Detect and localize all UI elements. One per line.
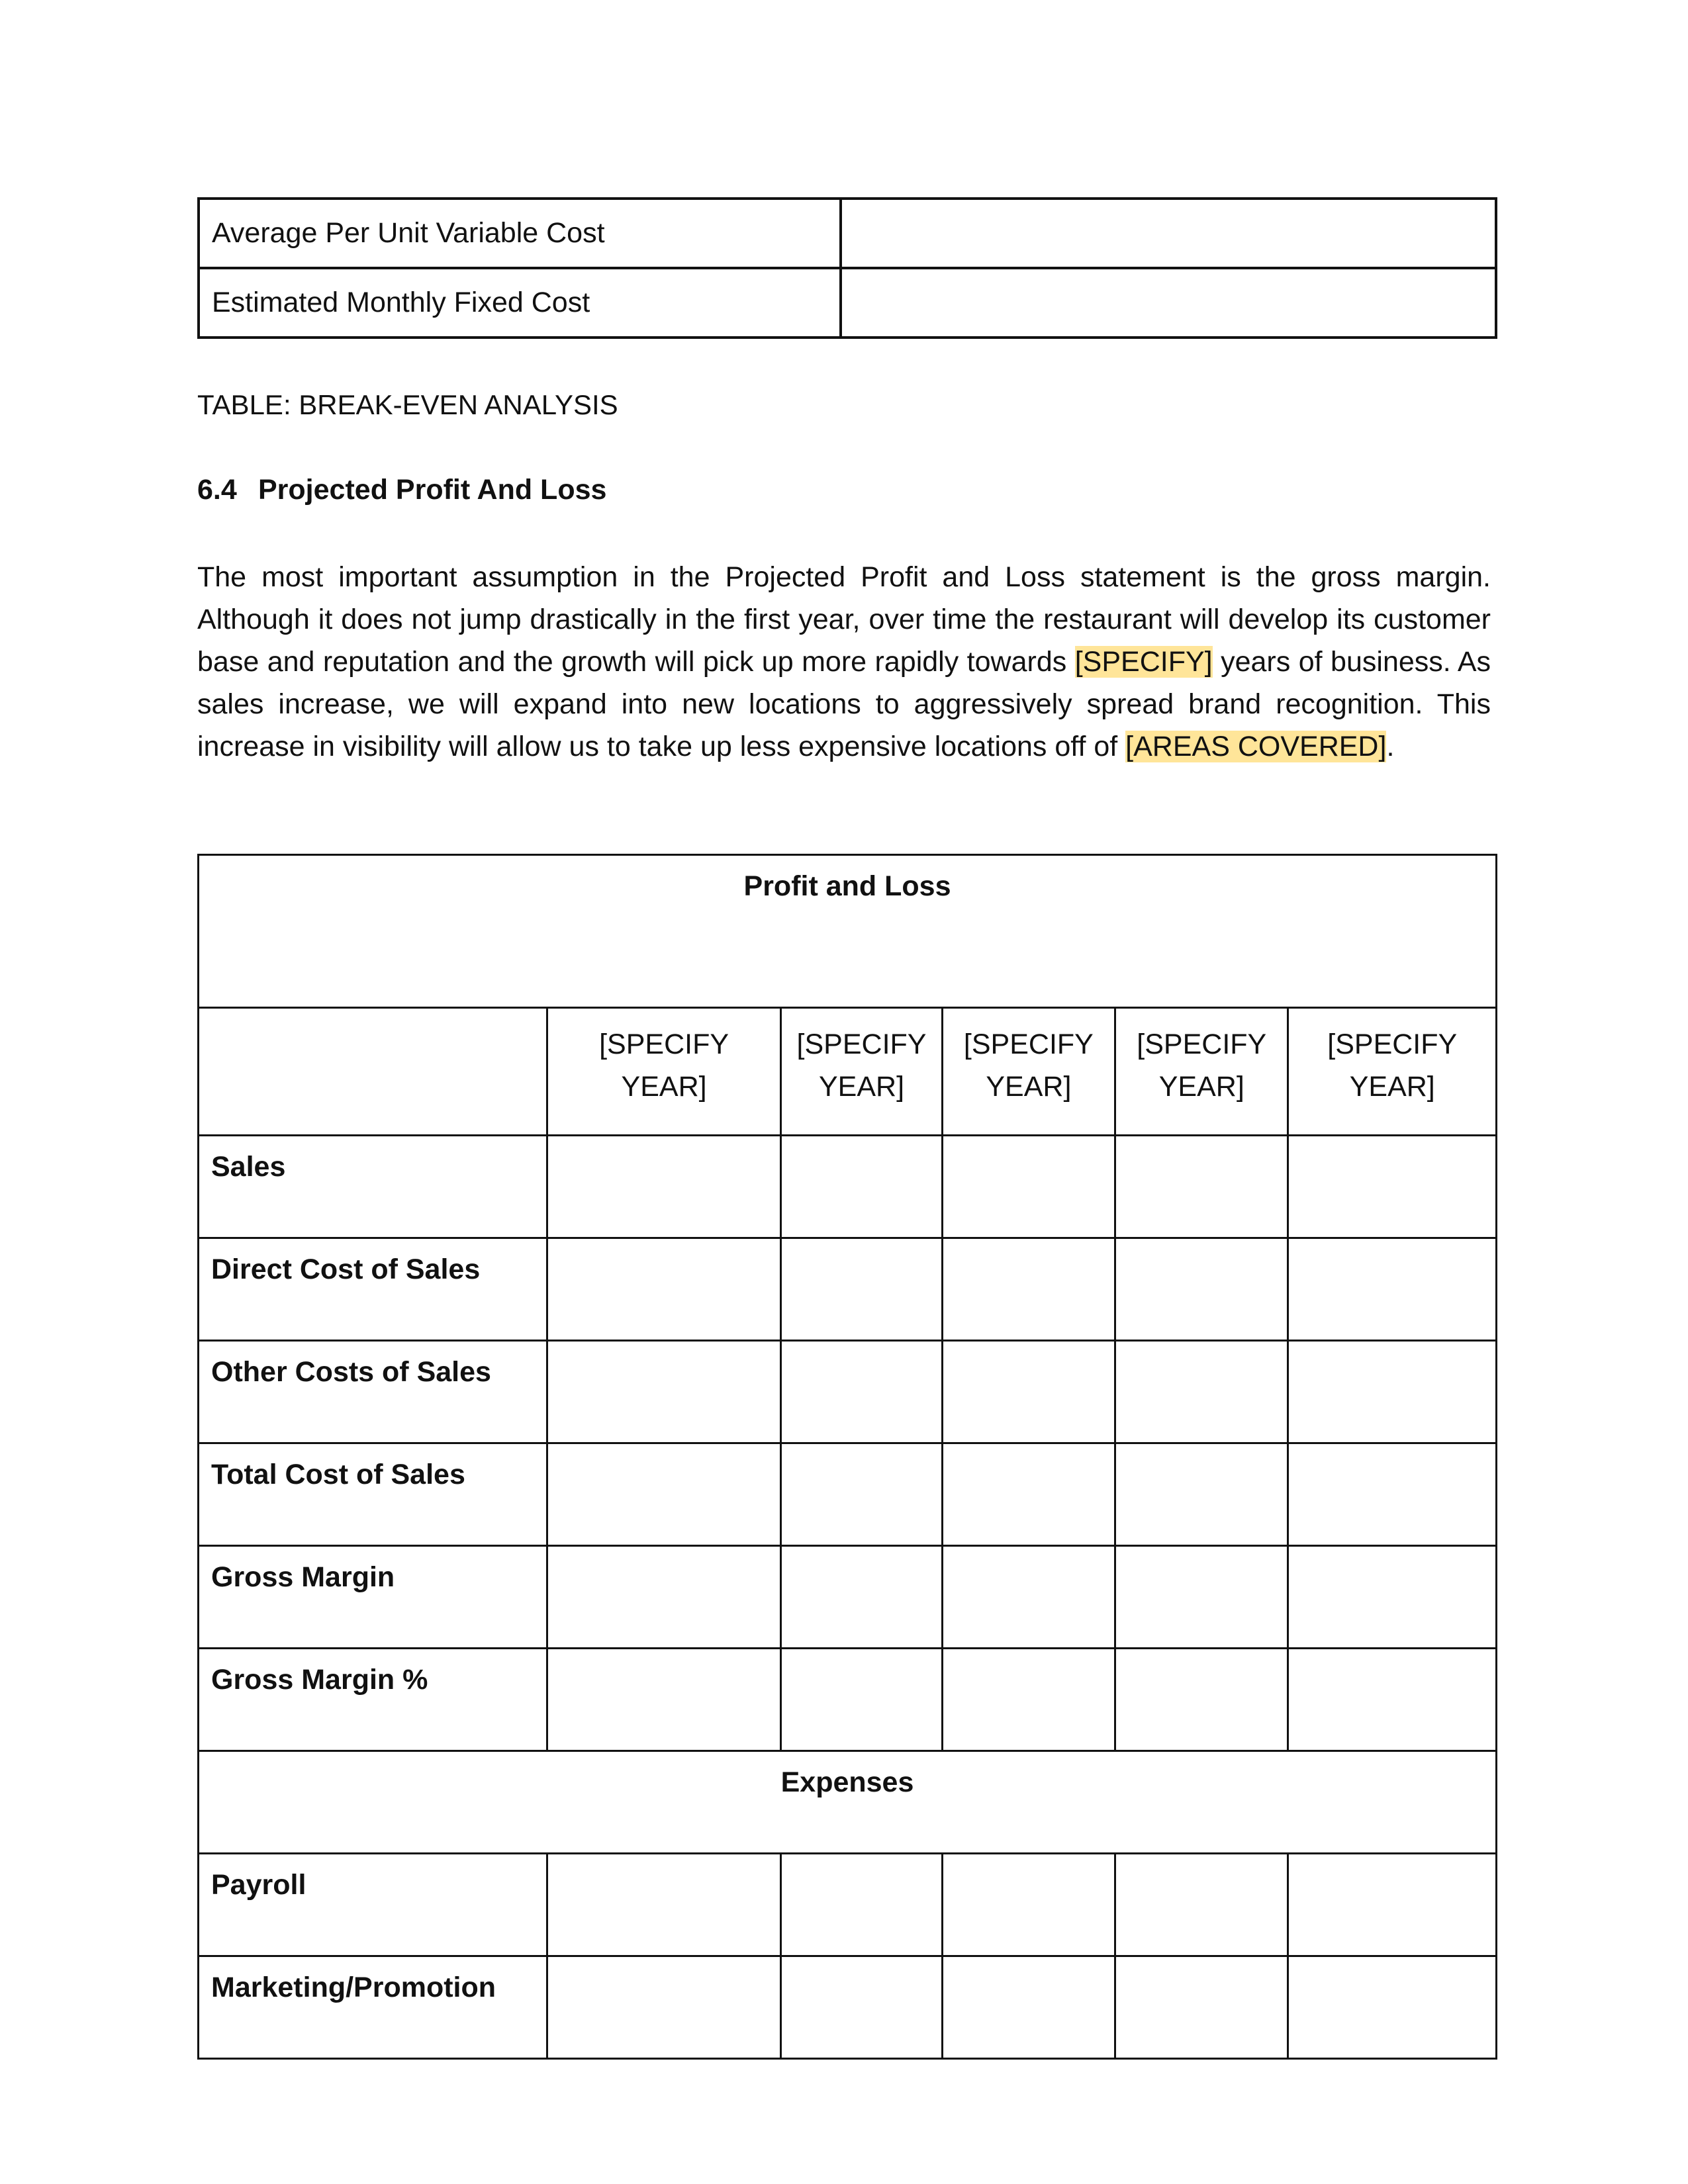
value-cell[interactable] [1288, 1136, 1497, 1238]
table-title: Profit and Loss [199, 855, 1497, 1008]
empty-header-cell [199, 1008, 547, 1136]
value-cell[interactable] [547, 1546, 781, 1649]
section-heading [197, 474, 606, 506]
row-label: Other Costs of Sales [199, 1341, 547, 1443]
value-cell[interactable] [942, 1546, 1115, 1649]
row-label: Marketing/Promotion [199, 1956, 547, 2059]
row-label: Gross Margin % [199, 1649, 547, 1751]
section-row [199, 1751, 1497, 1854]
value-cell[interactable] [547, 1854, 781, 1956]
table-row [199, 1443, 1497, 1546]
value-cell[interactable] [547, 1956, 781, 2059]
table-row [199, 1136, 1497, 1238]
table-row [199, 199, 1496, 268]
year-header: [SPECIFY YEAR] [781, 1008, 942, 1136]
value-cell[interactable] [1115, 1546, 1288, 1649]
value-cell[interactable] [1288, 1443, 1497, 1546]
value-cell[interactable] [942, 1956, 1115, 2059]
value-cell[interactable] [1115, 1238, 1288, 1341]
paragraph-text: . [1386, 731, 1395, 762]
row-value[interactable] [841, 268, 1496, 338]
value-cell[interactable] [547, 1238, 781, 1341]
value-cell[interactable] [942, 1341, 1115, 1443]
value-cell[interactable] [1115, 1649, 1288, 1751]
table-caption: TABLE: BREAK-EVEN ANALYSIS [197, 389, 618, 420]
paragraph-text: The most important assumption in the Projected Profit and Loss statement is the gross margin. Although it does not jump drastically in the first year, over time the restaurant will develop its customer base and reputation and the growth will pick up more rapidly towards [197, 561, 1491, 678]
row-label: Direct Cost of Sales [199, 1238, 547, 1341]
body-paragraph [197, 556, 1491, 768]
value-cell[interactable] [1115, 1136, 1288, 1238]
value-cell[interactable] [1288, 1546, 1497, 1649]
value-cell[interactable] [781, 1136, 942, 1238]
value-cell[interactable] [942, 1854, 1115, 1956]
value-cell[interactable] [1288, 1238, 1497, 1341]
value-cell[interactable] [1288, 1649, 1497, 1751]
value-cell[interactable] [1115, 1443, 1288, 1546]
year-header: [SPECIFY YEAR] [942, 1008, 1115, 1136]
value-cell[interactable] [547, 1649, 781, 1751]
value-cell[interactable] [942, 1443, 1115, 1546]
break-even-table [197, 197, 1497, 339]
row-label: Average Per Unit Variable Cost [199, 199, 841, 268]
row-label: Total Cost of Sales [199, 1443, 547, 1546]
row-label: Payroll [199, 1854, 547, 1956]
value-cell[interactable] [1288, 1341, 1497, 1443]
row-label: Gross Margin [199, 1546, 547, 1649]
placeholder-highlight: [AREAS COVERED] [1125, 731, 1387, 762]
value-cell[interactable] [1288, 1854, 1497, 1956]
table-row [199, 1238, 1497, 1341]
value-cell[interactable] [1115, 1854, 1288, 1956]
paragraph-text: years of business. As sales increase, we will expand into new locations to aggressively spread brand recognition. This increase in visibility will allow us to take up less expensive locations off of [197, 646, 1491, 762]
table-row [199, 1649, 1497, 1751]
expenses-heading: Expenses [199, 1751, 1497, 1854]
placeholder-highlight: [SPECIFY] [1074, 646, 1213, 678]
table-row [199, 1854, 1497, 1956]
value-cell[interactable] [942, 1238, 1115, 1341]
table-row [199, 1956, 1497, 2059]
value-cell[interactable] [781, 1649, 942, 1751]
value-cell[interactable] [1115, 1956, 1288, 2059]
table-title-row [199, 855, 1497, 1008]
section-number: 6.4 [197, 474, 237, 506]
value-cell[interactable] [781, 1854, 942, 1956]
year-header-row [199, 1008, 1497, 1136]
section-title: Projected Profit And Loss [258, 474, 607, 506]
row-value[interactable] [841, 199, 1496, 268]
value-cell[interactable] [781, 1956, 942, 2059]
table-row [199, 1341, 1497, 1443]
value-cell[interactable] [547, 1136, 781, 1238]
value-cell[interactable] [781, 1443, 942, 1546]
value-cell[interactable] [942, 1136, 1115, 1238]
value-cell[interactable] [781, 1546, 942, 1649]
value-cell[interactable] [781, 1238, 942, 1341]
value-cell[interactable] [547, 1341, 781, 1443]
value-cell[interactable] [547, 1443, 781, 1546]
row-label: Sales [199, 1136, 547, 1238]
value-cell[interactable] [1115, 1341, 1288, 1443]
profit-loss-table [197, 854, 1497, 2060]
year-header: [SPECIFY YEAR] [1288, 1008, 1497, 1136]
table-row [199, 1546, 1497, 1649]
year-header: [SPECIFY YEAR] [547, 1008, 781, 1136]
value-cell[interactable] [781, 1341, 942, 1443]
row-label: Estimated Monthly Fixed Cost [199, 268, 841, 338]
value-cell[interactable] [942, 1649, 1115, 1751]
value-cell[interactable] [1288, 1956, 1497, 2059]
table-row [199, 268, 1496, 338]
year-header: [SPECIFY YEAR] [1115, 1008, 1288, 1136]
